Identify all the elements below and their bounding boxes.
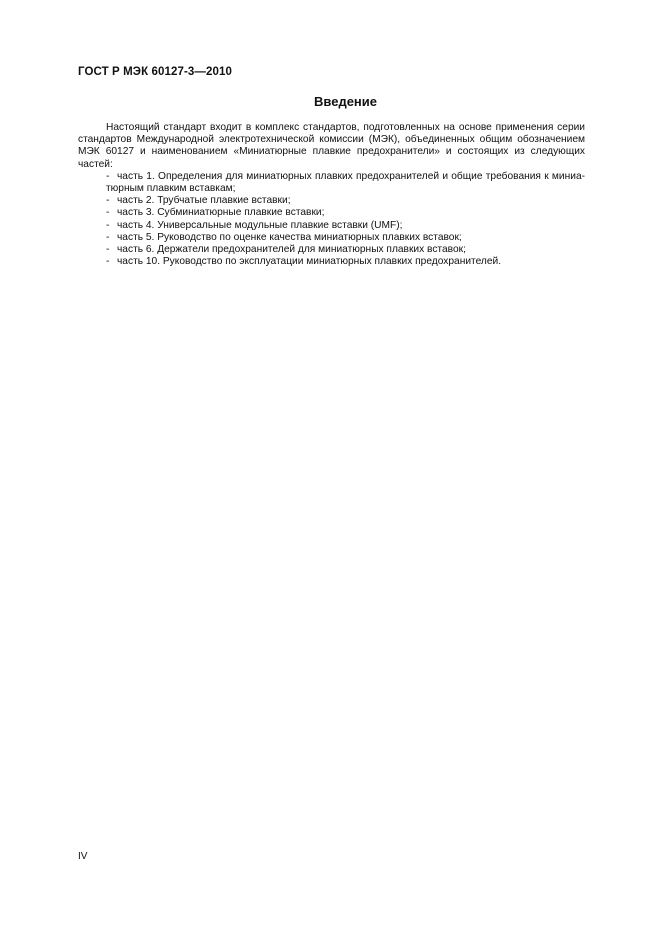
list-marker: - xyxy=(106,195,110,207)
list-marker: - xyxy=(106,170,110,182)
list-marker: - xyxy=(106,219,110,231)
list-marker: - xyxy=(106,244,110,256)
list-item-text: часть 5. Руководство по оценке качества миниатюрных плавких вставок; xyxy=(117,231,462,243)
list-item xyxy=(78,232,585,244)
list-item xyxy=(78,207,585,219)
list-marker: - xyxy=(106,231,110,243)
list-item xyxy=(78,244,585,256)
list-marker: - xyxy=(106,256,110,268)
section-title: Введение xyxy=(314,94,377,109)
list-item-text: часть 4. Универсальные модульные плавкие вставки (UMF); xyxy=(117,219,403,231)
list-item-text: часть 10. Руководство по эксплуатации миниатюрных плавких предохранителей. xyxy=(117,256,502,268)
body-text xyxy=(78,122,585,268)
list-item xyxy=(78,256,585,268)
page-number: IV xyxy=(78,851,88,862)
list-item-text: часть 3. Субминиатюрные плавкие вставки; xyxy=(117,207,325,219)
list-item-text: часть 2. Трубчатые плавкие вставки; xyxy=(117,195,291,207)
list-item xyxy=(78,195,585,207)
list-item-text: часть 6. Держатели предохранителей для миниатюрных плавких вставок; xyxy=(117,244,466,256)
list-item-text: часть 1. Определения для миниатюрных плавких предохранителей и общие требования к миниа-тюрным плавким вставкам; xyxy=(106,170,585,195)
list-marker: - xyxy=(106,207,110,219)
list-item xyxy=(78,171,585,195)
standard-designation: ГОСТ Р МЭК 60127-3—2010 xyxy=(78,66,232,78)
list-item xyxy=(78,220,585,232)
intro-paragraph: Настоящий стандарт входит в комплекс стандартов, подготовленных на основе применения серии стандартов Международной электротехнической комиссии (МЭК), объединенных общим обозначением МЭК 60127 и наименованием «Миниатюрные плавкие предохранители» и состоящих из следующих частей: xyxy=(78,122,585,170)
parts-list xyxy=(78,171,585,269)
